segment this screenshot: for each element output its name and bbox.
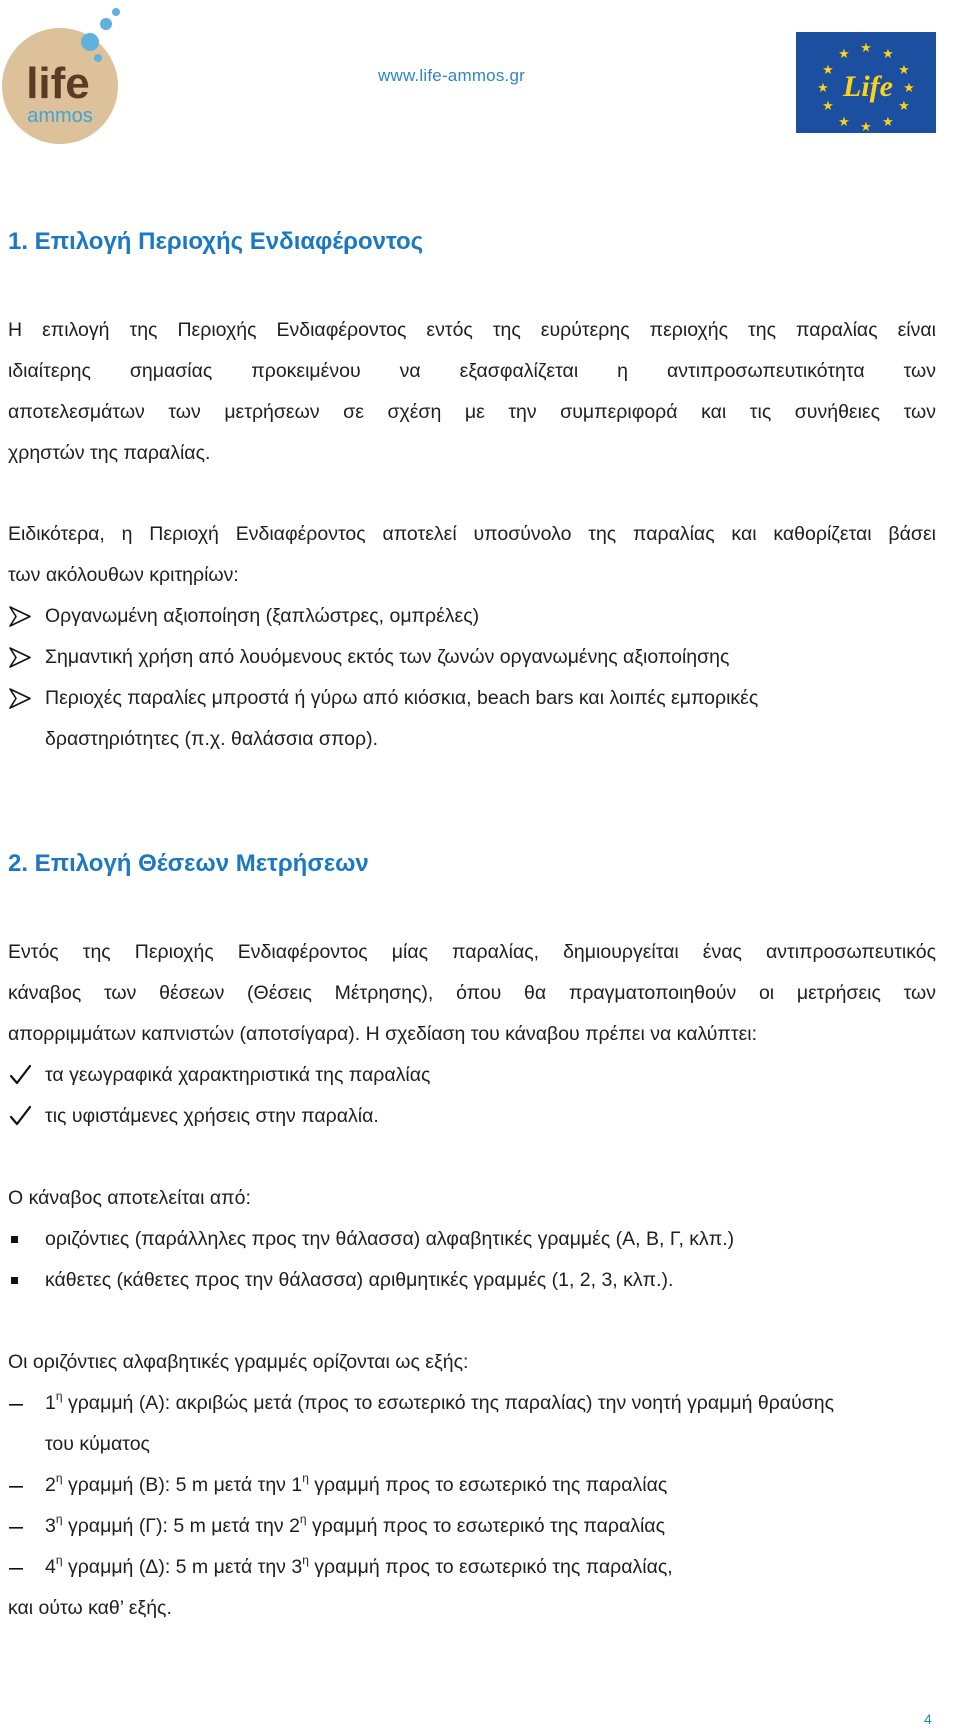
dash-bullet-icon	[8, 1465, 42, 1506]
svg-text:★: ★	[817, 81, 829, 96]
section-2-paragraph-3: Οι οριζόντιες αλφαβητικές γραμμές ορίζονται ως εξής:	[8, 1351, 469, 1373]
svg-text:Life: Life	[843, 70, 893, 103]
section-1-paragraph-1: Η επιλογή της Περιοχής Ενδιαφέροντος εντός της ευρύτερης περιοχής της παραλίας είναι ιδιαίτερης σημασίας προκειμένου να εξασφαλίζεται η αντιπροσωπευτικότητα των αποτελεσμάτων των μετρήσεων σε σχέση με την συμπεριφορά και τις συνήθειες των χρηστών της παραλίας.	[8, 319, 936, 464]
arrow-bullet-icon	[8, 637, 42, 678]
svg-text:★: ★	[838, 115, 850, 130]
life-ammos-logo	[2, 2, 128, 150]
dash-bullet-icon	[8, 1383, 42, 1424]
section-1-paragraph-2: Ειδικότερα, η Περιοχή Ενδιαφέροντος αποτελεί υποσύνολο της παραλίας και καθορίζεται βάσει των ακόλουθων κριτηρίων:	[8, 523, 936, 586]
svg-text:★: ★	[822, 99, 834, 114]
svg-text:★: ★	[903, 81, 915, 96]
svg-text:life: life	[26, 59, 90, 108]
svg-text:★: ★	[822, 63, 834, 78]
svg-text:★: ★	[860, 41, 872, 56]
dash-bullet-icon	[8, 1506, 42, 1547]
list-item-continuation: του κύματος	[45, 1433, 150, 1455]
website-url[interactable]: www.life-ammos.gr	[378, 66, 525, 85]
arrow-bullet-icon	[8, 596, 42, 637]
svg-text:★: ★	[898, 99, 910, 114]
dash-bullet-icon	[8, 1547, 42, 1588]
svg-text:★: ★	[882, 47, 894, 62]
checkmark-icon	[8, 1096, 42, 1137]
arrow-bullet-icon	[8, 678, 42, 719]
svg-text:★: ★	[860, 120, 872, 133]
list-item-continuation: δραστηριότητες (π.χ. θαλάσσια σπορ).	[45, 728, 378, 750]
section-2-tail: και ούτω καθ’ εξής.	[8, 1597, 172, 1619]
page-number: 4	[924, 1711, 932, 1727]
section-2-paragraph-1: Εντός της Περιοχής Ενδιαφέροντος μίας παραλίας, δημιουργείται ένας αντιπροσωπευτικός κάναβος των θέσεων (Θέσεις Μέτρησης), όπου θα πραγματοποιηθούν οι μετρήσεις των απορριμμάτων καπνιστών (αποτσίγαρα). Η σχεδίαση του κάναβου πρέπει να καλύπτει:	[8, 941, 936, 1045]
document-page: life ammos www.life-ammos.gr ★ ★ ★ ★ ★ ★ ★ ★ ★ ★ ★ ★ Life 1. Επιλογή Περιοχής Ενδιαφέροντος Η επιλογή της Περιοχής Ενδιαφέροντος εντός της ευρύτερης περιοχής της παραλίας είναι ιδιαίτερης σημασίας προκειμένου να εξασφαλίζεται η αντιπροσωπευτικότητα των αποτελεσμάτων των μετρήσεων σε σχέση με την συμπεριφορά και τις συνήθειες των χρηστών της παραλίας. Ειδικότερα, η Περιοχή Ενδιαφέροντος αποτελεί υποσύνολο της παραλίας και καθορίζεται βάσει των ακόλουθων κριτηρίων: Οργανωμένη αξιοποίηση (ξαπλώστρες, ομπρέλες) Σημαντική χρήση από λουόμενους εκτός των ζωνών οργανωμένης αξιοποίησης Περιοχές παραλίες μπροστά ή γύρω από κιόσκια, beach bars και λοιπές εμπορικές δραστηριότητες (π.χ. θαλάσσια σπορ). 2. Επιλογή Θέσεων Μετρήσεων Εντός της Περιοχής Ενδιαφέροντος μίας παραλίας, δημιουργείται ένας αντιπροσωπευτικός κάναβος των θέσεων (Θέσεις Μέτρησης), όπου θα πραγματοποιηθούν οι μετρήσεις των απορριμμάτων καπνιστών (αποτσίγαρα). Η σχεδίαση του κάναβου πρέπει να καλύπτει: τα γεωγραφικά χαρακτηριστικά της παραλίας τις υφιστάμενες χρήσεις στην παραλία. Ο κάναβος αποτελείται από: οριζόντιες (παράλληλες προς την θάλασσα) αλφαβητικές γραμμές (Α, Β, Γ, κλπ.) κάθετες (κάθετες προς την θάλασσα) αριθμητικές γραμμές (1, 2, 3, κλπ.). Οι οριζόντιες αλφαβητικές γραμμές ορίζονται ως εξής: $1^\eta$ γραμμή (Α): ακριβώς μετά (προς το εσωτερικό της παραλίας) την νοητή γραμμή θραύσης του κύματος $2^\eta$ γραμμή (Β): 5 m μετά την $1^\eta$ γραμμή προς το εσωτερικό της παραλίας $3^\eta$ γραμμή (Γ): 5 m μετά την $2^\eta$ γραμμή προς το εσωτερικό της παραλίας $4^\eta$ γραμμή (Δ): 5 m μετά την $3^\eta$ γραμμή προς το εσωτερικό της παραλίας, και ούτω καθ’ εξής. 4	[0, 0, 960, 1731]
checkmark-icon	[8, 1055, 42, 1096]
svg-text:ammos: ammos	[27, 105, 93, 127]
svg-text:★: ★	[838, 47, 850, 62]
section-1-heading: 1. Επιλογή Περιοχής Ενδιαφέροντος	[8, 228, 424, 255]
svg-text:★: ★	[898, 63, 910, 78]
square-bullet-icon	[8, 1219, 42, 1260]
eu-life-logo	[796, 32, 936, 133]
square-bullet-icon	[8, 1260, 42, 1301]
svg-text:★: ★	[882, 115, 894, 130]
section-2-heading: 2. Επιλογή Θέσεων Μετρήσεων	[8, 850, 369, 877]
section-2-paragraph-2: Ο κάναβος αποτελείται από:	[8, 1187, 251, 1209]
